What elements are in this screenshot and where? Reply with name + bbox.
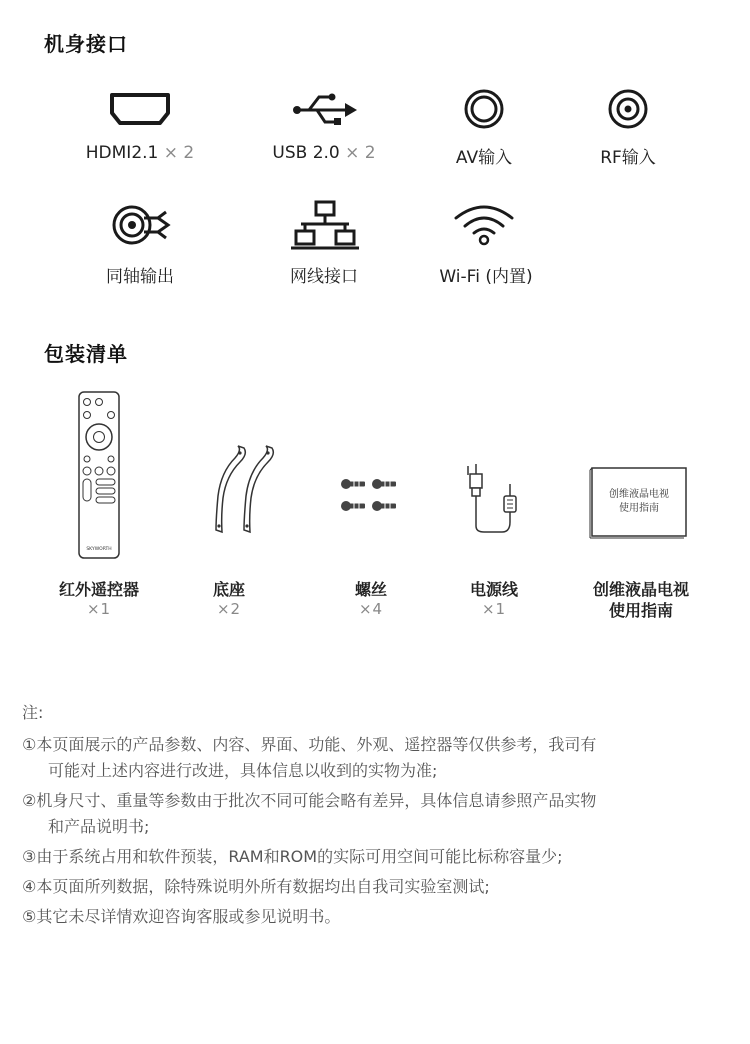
screws-count: ×4 — [358, 600, 384, 618]
stand-base-icon — [204, 440, 284, 540]
manual-cover-line2: 使用指南 — [619, 503, 659, 514]
coaxial-output-label: 同轴输出 — [106, 267, 174, 287]
wifi-label: Wi-Fi (内置) — [439, 267, 533, 287]
note-line-3: ③由于系统占用和软件预装，RAM和ROM的实际可用空间可能比标称容量少; — [22, 847, 563, 866]
note-line-2-cont: 和产品说明书; — [48, 817, 150, 836]
network-port-label: 网线接口 — [290, 267, 358, 287]
remote-brand-text: SKYWORTH — [86, 547, 112, 552]
manual-book-label-line1: 创维液晶电视 — [592, 580, 689, 599]
hdmi-multiplier: × 2 — [163, 143, 195, 163]
note-line-1: ①本页面展示的产品参数、内容、界面、功能、外观、遥控器等仅供参考，我司有 — [22, 735, 597, 754]
manual-book-icon — [588, 464, 690, 540]
stand-base-label: 底座 — [212, 580, 245, 599]
stand-base-count: ×2 — [216, 600, 242, 618]
package-section-title: 包装清单 — [44, 342, 128, 366]
network-port-icon — [285, 200, 365, 250]
screws-icon — [336, 472, 406, 522]
notes-block — [22, 700, 732, 930]
hdmi-label-text: HDMI2.1 — [85, 143, 159, 163]
manual-cover-line1: 创维液晶电视 — [609, 489, 669, 500]
coaxial-output-icon — [100, 200, 180, 250]
usb-multiplier: × 2 — [345, 143, 376, 163]
usb-icon — [285, 85, 365, 135]
note-line-1-cont: 可能对上述内容进行改进，具体信息以收到的实物为准; — [48, 761, 438, 780]
power-cord-label: 电源线 — [469, 580, 518, 599]
remote-control-count: ×1 — [86, 600, 112, 618]
rf-input-icon — [588, 85, 668, 135]
wifi-icon — [444, 200, 524, 250]
notes-heading: 注: — [22, 703, 44, 722]
rf-input-label: RF输入 — [600, 148, 656, 168]
av-input-icon — [444, 85, 524, 135]
hdmi-icon — [100, 85, 180, 135]
manual-book-label — [561, 579, 721, 621]
screws-label: 螺丝 — [354, 580, 387, 599]
usb-label — [244, 143, 404, 163]
hdmi-label — [60, 143, 220, 163]
remote-control-label: 红外遥控器 — [58, 580, 139, 599]
note-line-4: ④本页面所列数据，除特殊说明外所有数据均出自我司实验室测试; — [22, 877, 490, 896]
note-line-2: ②机身尺寸、重量等参数由于批次不同可能会略有差异，具体信息请参照产品实物 — [22, 791, 597, 810]
power-cord-icon — [462, 460, 522, 540]
av-input-label: AV输入 — [455, 148, 513, 168]
usb-label-text: USB 2.0 — [272, 143, 340, 163]
power-cord-count: ×1 — [481, 600, 507, 618]
manual-book-label-line2: 使用指南 — [608, 601, 673, 620]
remote-control-icon — [76, 390, 122, 560]
interfaces-section-title: 机身接口 — [44, 32, 128, 56]
note-line-5: ⑤其它未尽详情欢迎咨询客服或参见说明书。 — [22, 907, 341, 926]
